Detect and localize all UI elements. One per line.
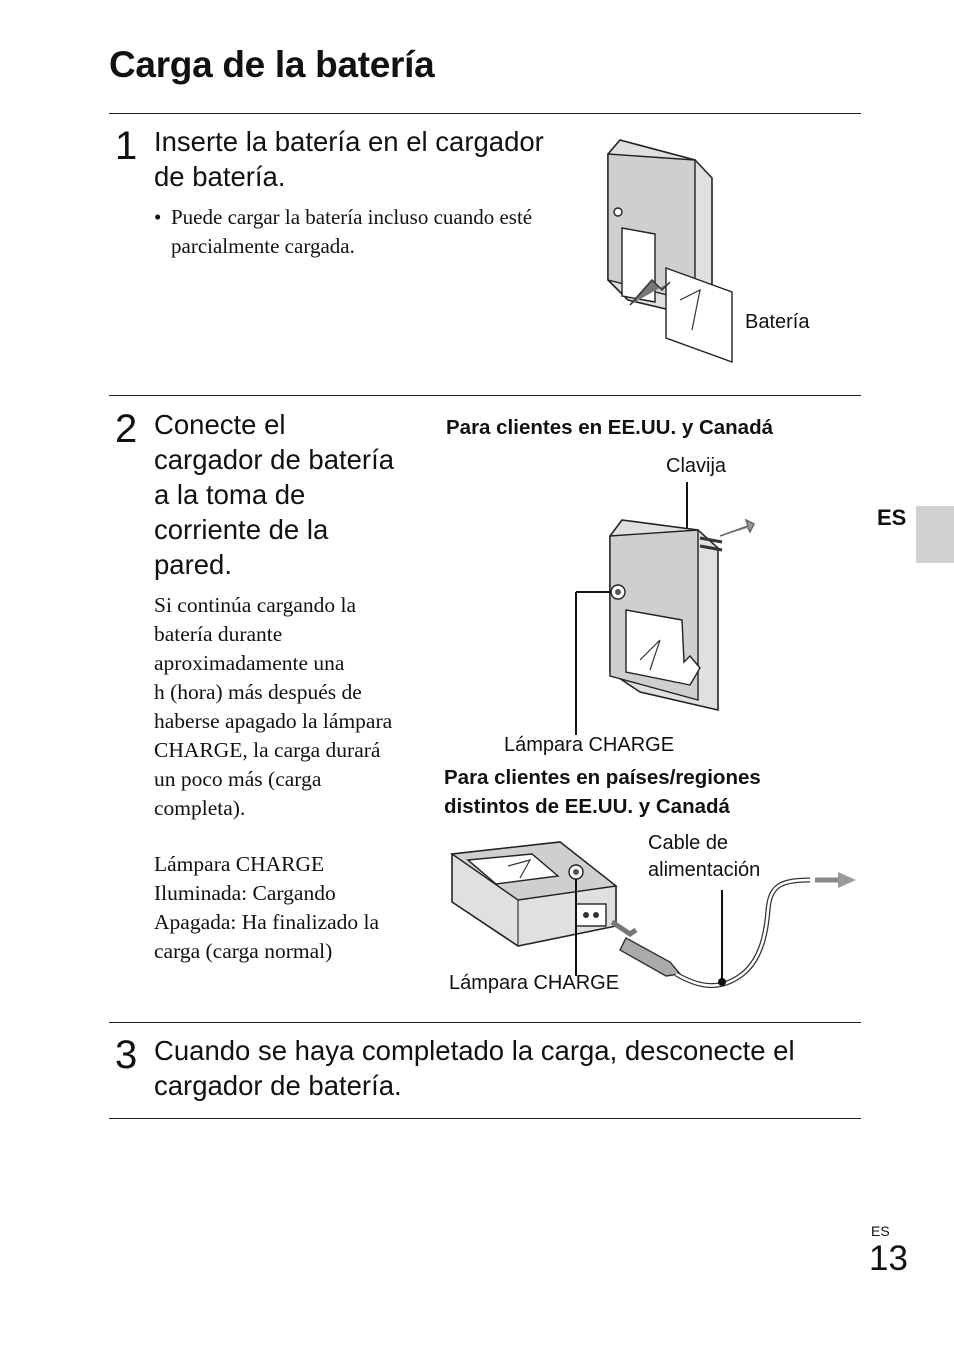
step-3-heading: Cuando se haya completado la carga, desconecte el cargador de batería.: [154, 1035, 795, 1101]
power-cord-label: Cable de alimentación: [648, 832, 761, 881]
figure-a-title: Para clientes en EE.UU. y Canadá: [446, 416, 773, 439]
step-1-bullet-note: • Puede cargar la batería incluso cuando esté parcialmente cargada.: [154, 205, 533, 258]
step-2-paragraph-charge-lamp: Lámpara CHARGE Iluminada: Cargando Apagada: Ha finalizado la carga (carga normal): [154, 852, 380, 963]
page-number: 13: [869, 1239, 908, 1278]
page-title: Carga de la batería: [109, 44, 435, 85]
step-3-number: 3: [115, 1033, 138, 1077]
us-charger-illustration: [560, 480, 780, 740]
charge-lamp-label-a: Lámpara CHARGE: [504, 734, 675, 756]
footer-language: ES: [871, 1223, 890, 1239]
language-tab-label: ES: [877, 505, 907, 530]
divider: [109, 395, 861, 396]
step-1-number: 1: [115, 124, 138, 168]
language-tab-marker: [916, 506, 954, 563]
battery-label: Batería: [745, 311, 810, 333]
plug-label: Clavija: [666, 455, 727, 477]
step-2-number: 2: [115, 407, 138, 451]
figure-b-title: Para clientes en países/regiones distintos de EE.UU. y Canadá: [444, 766, 761, 818]
divider: [109, 1118, 861, 1119]
divider: [109, 1022, 861, 1023]
step-2-paragraph-full-charge: Si continúa cargando la batería durante aproximadamente una h (hora) más después de haberse apagado la lámpara CHARGE, la carga durará un poco más (carga completa).: [154, 593, 393, 820]
battery-insertion-illustration: [600, 130, 760, 380]
bullet-marker: •: [154, 205, 162, 229]
divider: [109, 113, 861, 114]
step-1-heading: Inserte la batería en el cargador de batería.: [154, 126, 544, 192]
charge-lamp-label-b: Lámpara CHARGE: [449, 972, 620, 994]
charge-lamp-icon: [614, 208, 622, 216]
step-2-heading: Conecte el cargador de batería a la toma de corriente de la pared.: [154, 409, 395, 580]
